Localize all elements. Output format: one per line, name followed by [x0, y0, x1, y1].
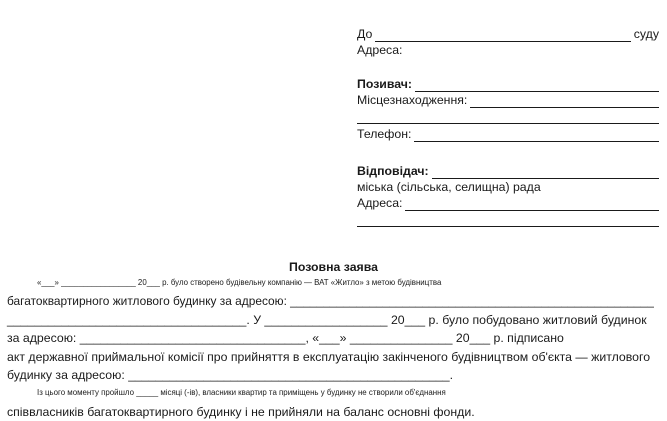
claim-line: будинку за адресою: _______________________________________________.	[7, 368, 454, 383]
claim-line: «___» _________________ 20___ р. було створено будівельну компанію — ВАТ «Житло» з метою будівництва	[37, 278, 442, 287]
claim-line: багатоквартирного житлового будинку за адресою: _______________________________________________________	[7, 294, 654, 309]
defendant-address-row	[357, 195, 659, 211]
phone-label: Телефон:	[357, 127, 412, 141]
location-extra-row	[357, 108, 659, 124]
claim-paragraph-2	[7, 384, 659, 402]
claim-line: за адресою: _________________________________, «___» _______________ 20___ р. підписано	[7, 331, 564, 346]
court-suffix: суду	[633, 27, 659, 41]
to-label: До	[357, 27, 373, 41]
location-label: Місцезнаходження:	[357, 93, 468, 107]
defendant-address-blank	[405, 198, 659, 211]
court-address-row	[357, 42, 659, 58]
defendant-row	[357, 163, 659, 179]
claim-line: ___________________________________. У __________________ 20___ р. було побудовано житловий будинок	[7, 312, 647, 327]
defendant-label: Відповідач:	[357, 164, 429, 178]
claim-paragraph-1	[7, 274, 659, 292]
plaintiff-label: Позивач:	[357, 77, 413, 91]
claim-line: акт державної приймальної комісії про прийняття в експлуатацію закінченого будівництвом об'єкта — житлового	[7, 349, 651, 364]
addressee-block	[357, 0, 659, 227]
claim-title: Позовна заява	[289, 260, 378, 274]
court-row	[357, 26, 659, 42]
phone-row	[357, 126, 659, 142]
defendant-address-extra-row	[357, 211, 659, 227]
location-row	[357, 92, 659, 108]
location-blank	[470, 95, 659, 108]
council-row	[357, 179, 659, 195]
plaintiff-row	[357, 76, 659, 92]
claim-line: Із цього моменту пройшло _____ місяці (-ів), власники квартир та приміщень у будинку не створили об'єднання	[37, 388, 446, 398]
defendant-address-label: Адреса:	[357, 196, 403, 210]
location-extra-blank	[357, 111, 659, 124]
court-address-label: Адреса:	[357, 43, 403, 57]
defendant-blank	[432, 166, 659, 179]
defendant-address-extra-blank	[357, 214, 659, 227]
plaintiff-blank	[415, 79, 659, 92]
phone-blank	[414, 129, 659, 142]
council-text: міська (сільська, селищна) рада	[357, 180, 541, 194]
claim-line: співвласників багатоквартирного будинку і не прийняли на баланс основні фонди.	[7, 404, 475, 419]
claim-body	[7, 274, 659, 421]
court-name-blank	[375, 29, 630, 42]
